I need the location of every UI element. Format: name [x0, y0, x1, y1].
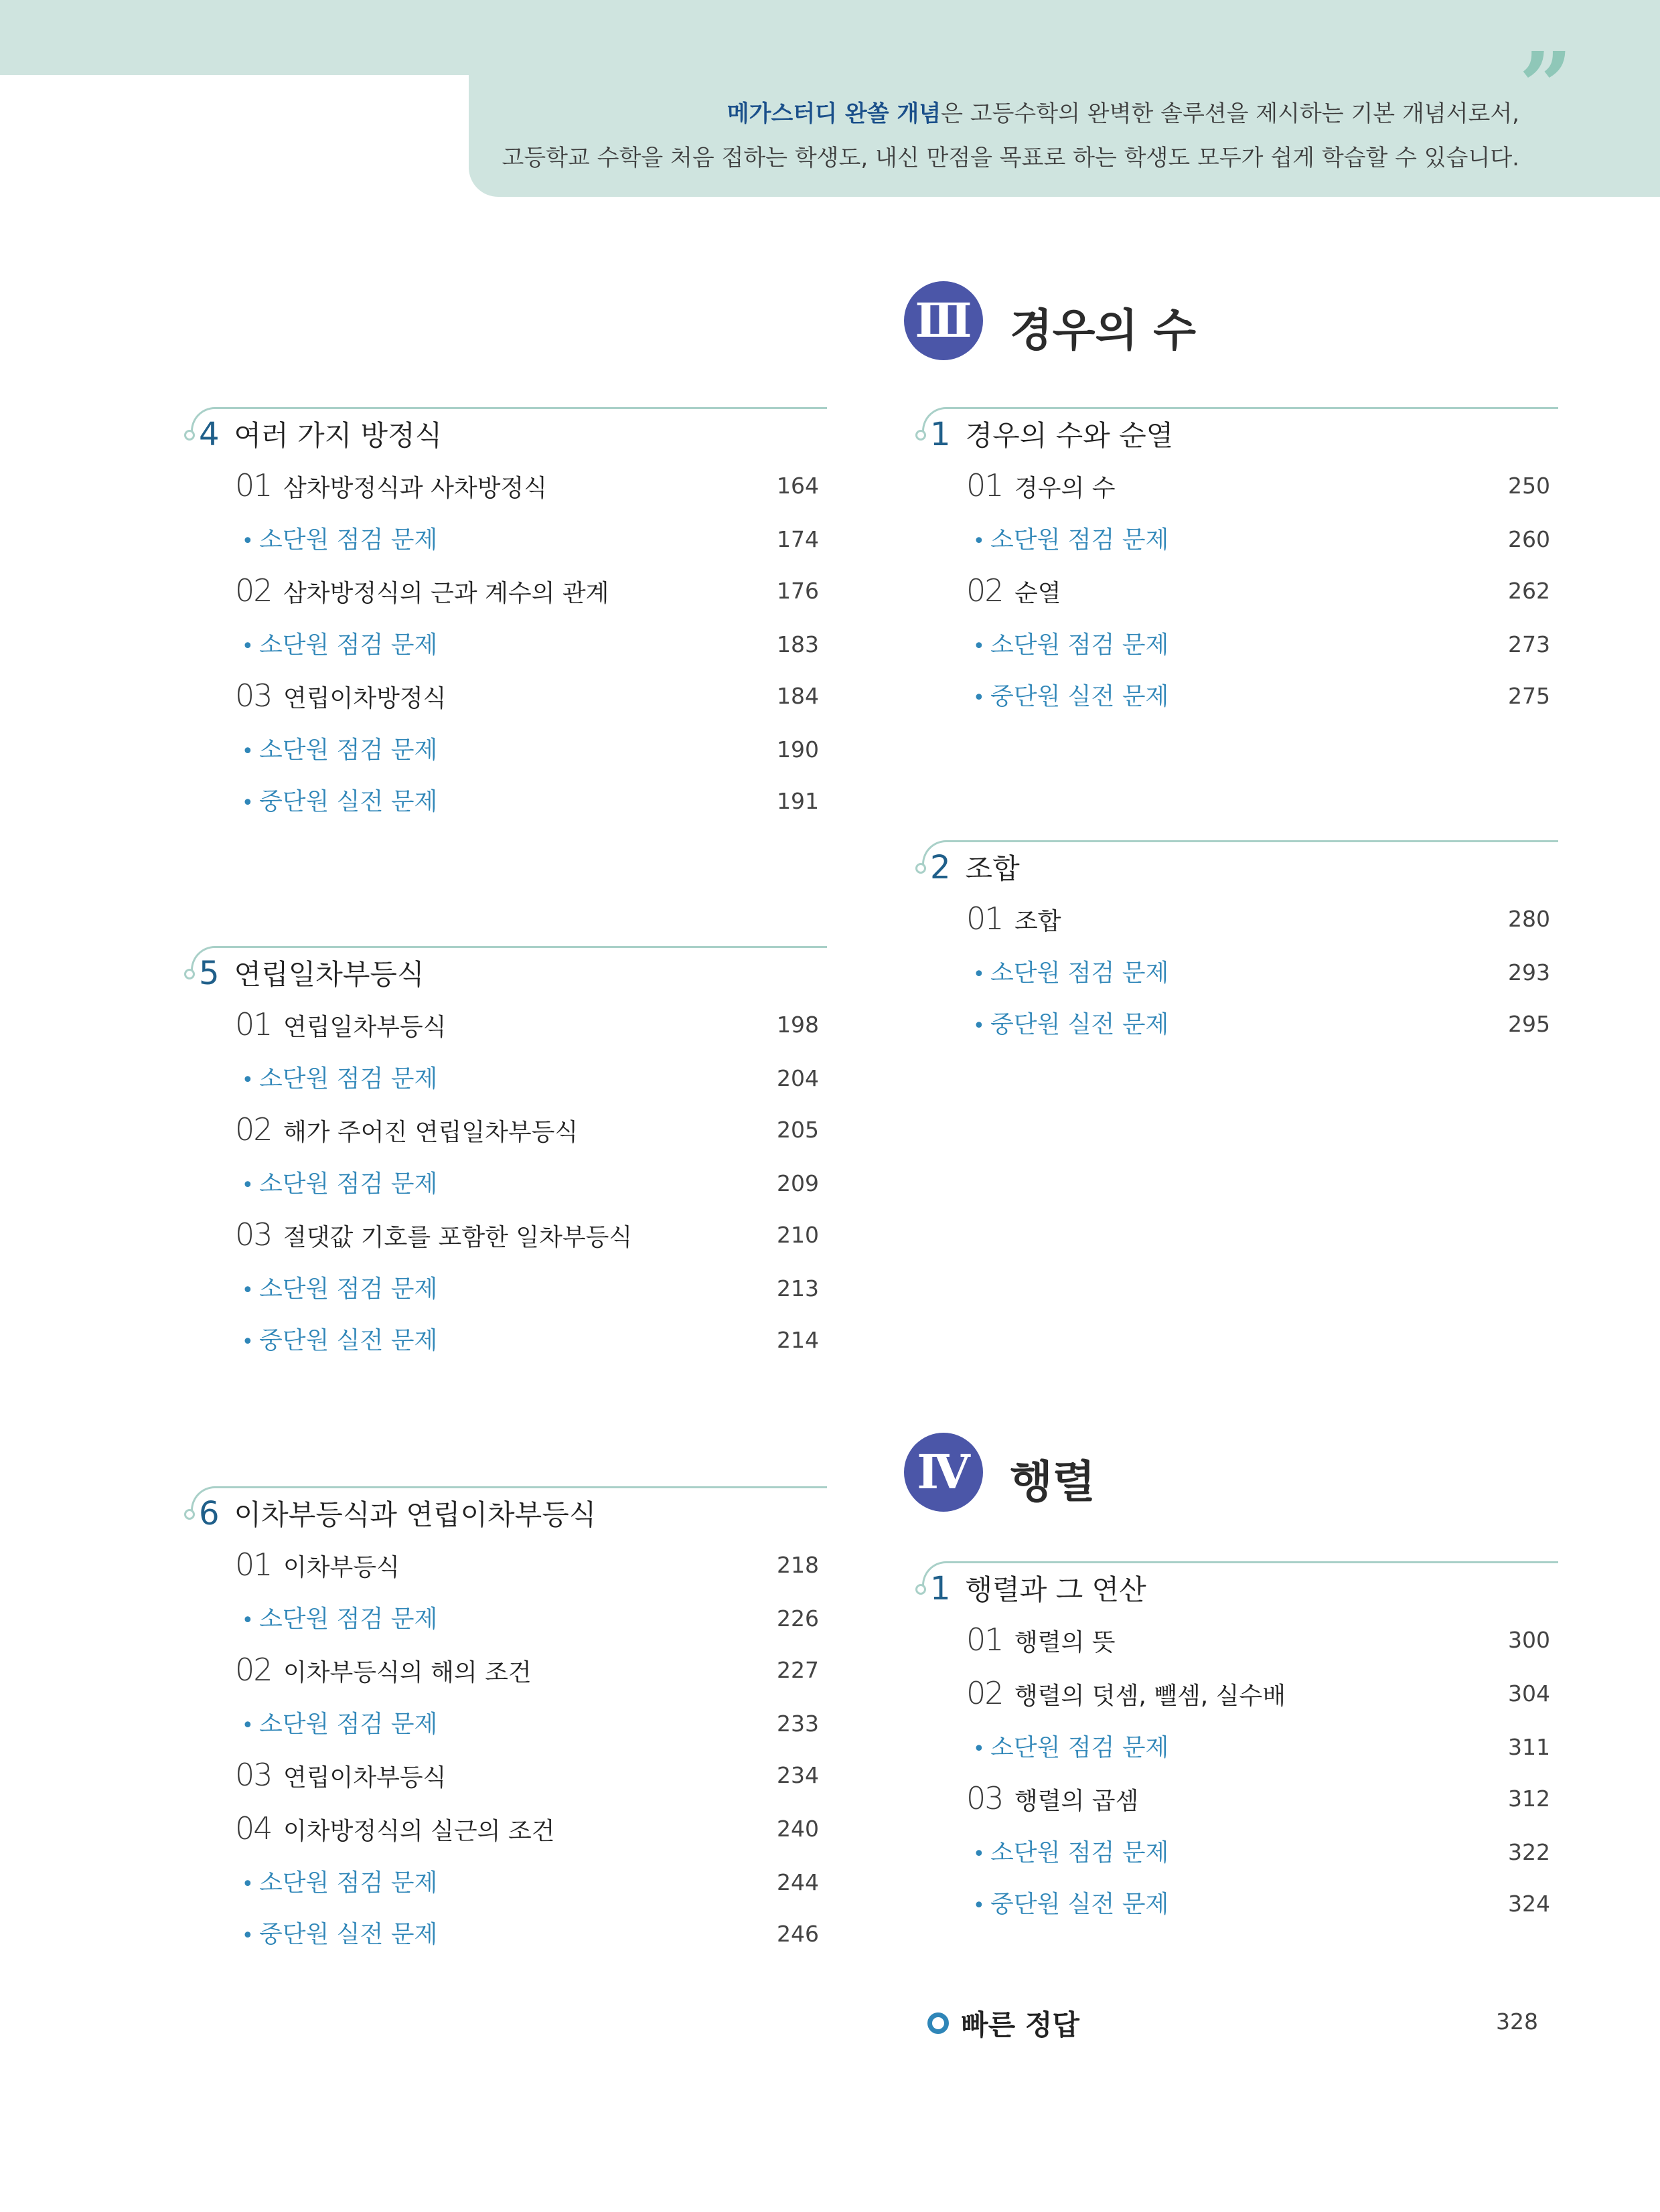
review-title: 중단원 실전 문제	[259, 1327, 438, 1354]
chapter-heading[interactable]	[199, 1493, 596, 1533]
toc-review-row[interactable]	[235, 1915, 827, 1956]
page-number: 250	[1508, 473, 1550, 499]
divider-dot-icon	[915, 1584, 926, 1595]
section-title: 연립이차부등식	[283, 1764, 447, 1792]
bullet-icon: •	[973, 1737, 985, 1761]
brand-name: 메가스터디 완쏠 개념	[727, 100, 941, 127]
section-title: 연립일차부등식	[283, 1014, 447, 1041]
page-number: 240	[777, 1816, 819, 1842]
chapter-number: 1	[930, 1570, 951, 1607]
chapter-heading[interactable]	[930, 1568, 1146, 1608]
section-title: 해가 주어진 연립일차부등식	[283, 1119, 579, 1146]
section-number: 01	[235, 1547, 272, 1583]
page-number: 226	[777, 1605, 819, 1632]
section-title: 연립이차방정식	[283, 685, 447, 712]
toc-review-row[interactable]	[235, 1060, 827, 1100]
page-number: 324	[1508, 1891, 1550, 1917]
review-title: 소단원 점검 문제	[259, 631, 438, 659]
toc-section-row[interactable]	[235, 467, 827, 507]
toc-review-row[interactable]	[966, 1729, 1558, 1769]
page-number: 213	[777, 1275, 819, 1301]
page-number: 174	[777, 526, 819, 552]
chapter-heading[interactable]	[930, 847, 1020, 887]
review-title: 소단원 점검 문제	[990, 526, 1169, 554]
bullet-icon: •	[242, 1330, 254, 1354]
toc-section-row[interactable]	[966, 572, 1558, 613]
chapter-heading[interactable]	[199, 414, 442, 454]
page-number: 280	[1508, 906, 1550, 932]
part-number-badge: Ⅳ	[904, 1433, 983, 1512]
toc-section-row[interactable]	[966, 1675, 1558, 1715]
section-title: 삼차방정식과 사차방정식	[283, 475, 547, 502]
section-title: 이차부등식의 해의 조건	[283, 1659, 532, 1686]
part-number-badge: Ⅲ	[904, 281, 983, 360]
toc-review-row[interactable]	[966, 626, 1558, 666]
part-title: 행렬	[1010, 1456, 1096, 1508]
section-title: 삼차방정식의 근과 계수의 관계	[283, 580, 609, 607]
bullet-icon: •	[242, 530, 254, 553]
page-number: 210	[777, 1222, 819, 1248]
review-title: 소단원 점검 문제	[990, 631, 1169, 659]
chapter-title: 조합	[965, 852, 1020, 885]
section-number: 02	[235, 1111, 272, 1148]
chapter-title: 경우의 수와 순열	[965, 419, 1174, 452]
section-title: 조합	[1014, 908, 1061, 935]
toc-section-row[interactable]	[235, 1006, 827, 1046]
chapter-heading[interactable]	[199, 953, 425, 993]
bullet-icon: •	[242, 1069, 254, 1092]
section-number: 02	[235, 572, 272, 609]
chapter-number: 2	[930, 849, 951, 886]
toc-review-row[interactable]	[966, 954, 1558, 994]
quick-answers-title: 빠른 정답	[961, 2008, 1079, 2041]
section-title: 순열	[1014, 580, 1061, 607]
review-title: 중단원 실전 문제	[990, 683, 1169, 710]
page-number: 260	[1508, 526, 1550, 552]
toc-review-row[interactable]	[235, 731, 827, 771]
page-number: 304	[1508, 1680, 1550, 1707]
section-number: 01	[966, 1622, 1003, 1658]
section-number: 03	[235, 1757, 272, 1793]
page-number: 214	[777, 1327, 819, 1353]
toc-review-row[interactable]	[966, 1834, 1558, 1874]
toc-review-row[interactable]	[235, 1864, 827, 1904]
bullet-icon: •	[242, 1873, 254, 1896]
section-number: 01	[235, 1006, 272, 1042]
toc-review-row[interactable]	[235, 1705, 827, 1745]
toc-section-row[interactable]	[966, 1780, 1558, 1820]
page-number: 312	[1508, 1786, 1550, 1812]
toc-review-row[interactable]	[235, 521, 827, 561]
page-number: 295	[1508, 1011, 1550, 1037]
page-number: 246	[777, 1921, 819, 1947]
chapter-block	[171, 946, 827, 1373]
section-title: 행렬의 뜻	[1014, 1629, 1116, 1656]
bullet-icon: •	[973, 963, 985, 986]
section-number: 02	[235, 1652, 272, 1688]
page-number: 234	[777, 1762, 819, 1788]
header-banner	[0, 0, 1660, 75]
toc-review-row[interactable]	[235, 1165, 827, 1205]
bullet-icon: •	[242, 1609, 254, 1632]
review-title: 소단원 점검 문제	[990, 1839, 1169, 1867]
chapter-title: 이차부등식과 연립이차부등식	[234, 1498, 597, 1531]
section-number: 02	[966, 1675, 1003, 1711]
chapter-number: 5	[199, 955, 220, 992]
chapter-block	[902, 1561, 1558, 1937]
section-number: 01	[966, 467, 1003, 503]
divider-dot-icon	[184, 430, 195, 441]
page-number: 293	[1508, 959, 1550, 985]
section-title: 행렬의 덧셈, 뺄셈, 실수배	[1014, 1682, 1286, 1710]
chapter-title: 연립일차부등식	[234, 958, 425, 991]
review-title: 중단원 실전 문제	[990, 1891, 1169, 1918]
toc-section-row[interactable]	[235, 678, 827, 718]
toc-review-row[interactable]	[235, 1270, 827, 1310]
page-number: 198	[777, 1012, 819, 1038]
page-number: 204	[777, 1065, 819, 1091]
bullet-icon: •	[242, 1924, 254, 1948]
section-title: 행렬의 곱셈	[1014, 1788, 1139, 1815]
page-number: 244	[777, 1869, 819, 1895]
review-title: 소단원 점검 문제	[259, 1170, 438, 1198]
chapter-block	[902, 840, 1558, 1057]
toc-review-row[interactable]	[235, 783, 827, 823]
bullet-icon: •	[242, 740, 254, 763]
bullet-icon: •	[242, 1174, 254, 1197]
quick-answers-entry[interactable]	[927, 2003, 1543, 2043]
divider-dot-icon	[184, 969, 195, 979]
bullet-icon: •	[242, 635, 254, 658]
chapter-block	[171, 407, 827, 834]
bullet-icon: •	[242, 1279, 254, 1302]
review-title: 소단원 점검 문제	[259, 1605, 438, 1633]
divider-dot-icon	[184, 1509, 195, 1520]
toc-section-row[interactable]	[235, 572, 827, 613]
header-banner-cutout	[0, 75, 469, 195]
chapter-number: 6	[199, 1495, 220, 1532]
chapter-block	[171, 1486, 827, 1967]
chapter-number: 4	[199, 416, 220, 453]
review-title: 중단원 실전 문제	[259, 788, 438, 815]
page-number: 262	[1508, 578, 1550, 604]
page-number: 209	[777, 1170, 819, 1196]
page-number: 275	[1508, 683, 1550, 709]
section-title: 이차부등식	[283, 1554, 400, 1581]
toc-review-row[interactable]	[966, 521, 1558, 561]
section-number: 03	[235, 1216, 272, 1253]
toc-section-row[interactable]	[235, 1216, 827, 1257]
section-number: 03	[235, 678, 272, 714]
divider-dot-icon	[915, 863, 926, 874]
page-number: 191	[777, 788, 819, 814]
toc-section-row[interactable]	[235, 1111, 827, 1152]
toc-section-row[interactable]	[966, 900, 1558, 941]
page-number: 273	[1508, 631, 1550, 657]
page-number: 322	[1508, 1839, 1550, 1865]
section-number: 03	[966, 1780, 1003, 1816]
toc-review-row[interactable]	[966, 678, 1558, 718]
review-title: 소단원 점검 문제	[259, 1275, 438, 1303]
part-title: 경우의 수	[1010, 305, 1197, 356]
bullet-icon: •	[242, 791, 254, 815]
toc-review-row[interactable]	[966, 1885, 1558, 1925]
page-number: 218	[777, 1552, 819, 1578]
section-title: 경우의 수	[1014, 475, 1116, 502]
bullet-icon: •	[973, 530, 985, 553]
chapter-heading[interactable]	[930, 414, 1173, 454]
toc-section-row[interactable]	[235, 1757, 827, 1797]
bullet-icon: •	[973, 1894, 985, 1917]
chapter-title: 여러 가지 방정식	[234, 419, 443, 452]
page-number: 328	[1496, 2008, 1538, 2035]
bullet-icon: •	[973, 1014, 985, 1038]
page-number: 176	[777, 578, 819, 604]
page-number: 311	[1508, 1734, 1550, 1760]
section-number: 01	[235, 467, 272, 503]
toc-review-row[interactable]	[235, 1322, 827, 1362]
toc-review-row[interactable]	[235, 626, 827, 666]
intro-line-2: 고등학교 수학을 처음 접하는 학생도, 내신 만점을 목표로 하는 학생도 모두가 쉽게 학습할 수 있습니다.	[502, 145, 1519, 171]
review-title: 중단원 실전 문제	[259, 1921, 438, 1948]
intro-line-1: 메가스터디 완쏠 개념은 고등수학의 완벽한 솔루션을 제시하는 기본 개념서로서,	[727, 100, 1519, 127]
toc-review-row[interactable]	[966, 1006, 1558, 1046]
page-number: 227	[777, 1657, 819, 1683]
review-title: 소단원 점검 문제	[259, 1065, 438, 1093]
ring-bullet-icon	[927, 2012, 949, 2034]
section-number: 02	[966, 572, 1003, 609]
page-number: 300	[1508, 1627, 1550, 1653]
page-number: 183	[777, 631, 819, 657]
review-title: 소단원 점검 문제	[259, 736, 438, 764]
page-number: 164	[777, 473, 819, 499]
toc-section-row[interactable]	[966, 467, 1558, 507]
section-title: 절댓값 기호를 포함한 일차부등식	[283, 1224, 633, 1251]
chapter-number: 1	[930, 416, 951, 453]
section-number: 04	[235, 1810, 272, 1846]
toc-review-row[interactable]	[235, 1600, 827, 1640]
bullet-icon: •	[973, 1842, 985, 1866]
page-number: 190	[777, 736, 819, 763]
page-number: 184	[777, 683, 819, 709]
toc-section-row[interactable]	[235, 1810, 827, 1850]
page-number: 205	[777, 1117, 819, 1143]
toc-section-row[interactable]	[235, 1652, 827, 1692]
bullet-icon: •	[973, 635, 985, 658]
review-title: 중단원 실전 문제	[990, 1011, 1169, 1038]
review-title: 소단원 점검 문제	[990, 1734, 1169, 1761]
review-title: 소단원 점검 문제	[259, 1711, 438, 1738]
review-title: 소단원 점검 문제	[259, 1869, 438, 1897]
section-title: 이차방정식의 실근의 조건	[283, 1818, 555, 1845]
bullet-icon: •	[242, 1714, 254, 1737]
page-number: 233	[777, 1711, 819, 1737]
intro-panel	[469, 67, 1660, 197]
toc-section-row[interactable]	[966, 1622, 1558, 1662]
section-number: 01	[966, 900, 1003, 937]
review-title: 소단원 점검 문제	[990, 959, 1169, 987]
chapter-block	[902, 407, 1558, 729]
chapter-title: 행렬과 그 연산	[965, 1573, 1146, 1606]
bullet-icon: •	[973, 686, 985, 710]
review-title: 소단원 점검 문제	[259, 526, 438, 554]
quote-icon: ”	[1519, 32, 1573, 142]
divider-dot-icon	[915, 430, 926, 441]
toc-section-row[interactable]	[235, 1547, 827, 1587]
